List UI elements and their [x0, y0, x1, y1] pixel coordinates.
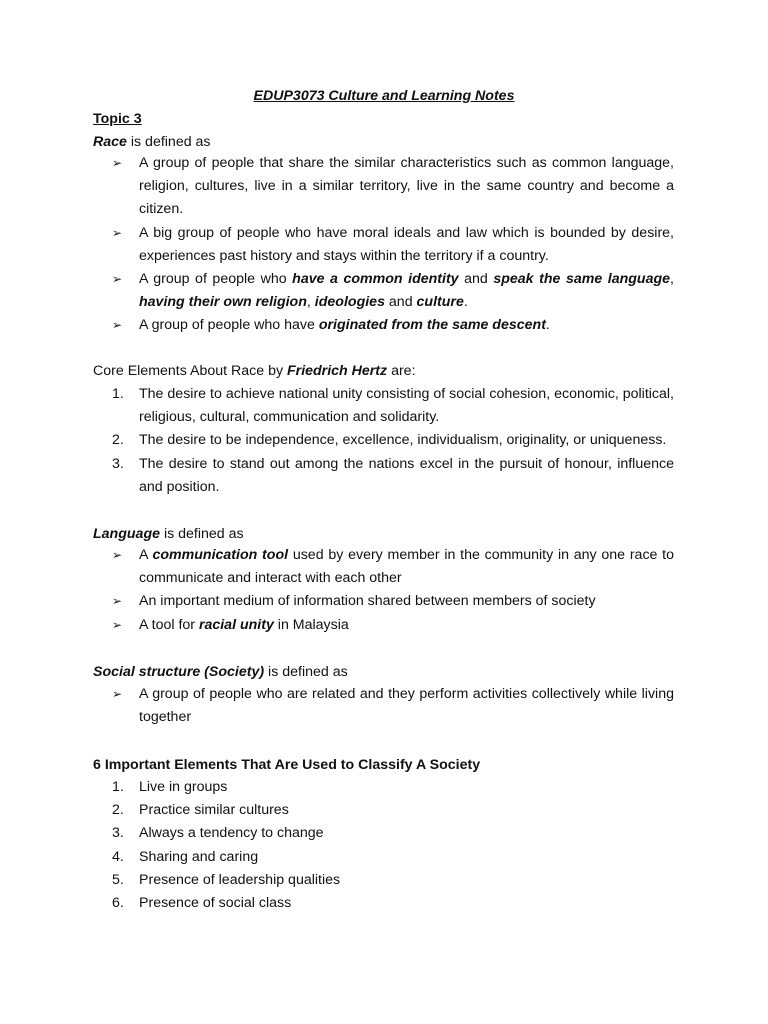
society-term: Social structure (Society): [93, 664, 265, 680]
bullet-arrow-icon: ➢: [112, 272, 123, 287]
race-bullet-list: [112, 152, 674, 338]
bullet-item: [112, 152, 674, 222]
item-text: Practice similar cultures: [139, 802, 289, 819]
language-term: Language: [93, 526, 161, 542]
bullet-arrow-icon: ➢: [112, 687, 123, 701]
topic-heading: Topic 3: [93, 111, 142, 127]
item-text: Presence of social class: [139, 895, 292, 912]
bullet-arrow-icon: ➢: [112, 225, 123, 240]
item-text: The desire to stand out among the nations excel in the pursuit of honour, influence and position.: [139, 455, 674, 495]
numbered-item: [112, 383, 674, 429]
bullet-item: [112, 590, 674, 613]
body-text: ,: [306, 294, 315, 311]
item-number: 3.: [112, 455, 124, 472]
body-text: and: [458, 271, 494, 288]
bullet-item: [112, 683, 674, 729]
document-title: EDUP3073 Culture and Learning Notes: [253, 88, 515, 104]
bullet-item: [112, 314, 674, 337]
body-text: A group of people who are related and they perform activities collectively while living together: [139, 686, 674, 726]
body-text: An important medium of information shared between members of society: [139, 593, 596, 610]
numbered-item: [112, 799, 674, 822]
elements-heading: 6 Important Elements That Are Used to Classify A Society: [93, 757, 481, 773]
core-intro-pre: Core Elements About Race by: [93, 363, 287, 379]
core-intro-person: Friedrich Hertz: [287, 363, 388, 379]
elements-list: [112, 776, 674, 915]
body-text: A: [139, 547, 153, 563]
race-term: Race: [93, 134, 127, 150]
society-intro: [93, 662, 348, 682]
bullet-item: [112, 222, 674, 268]
item-number: 6.: [112, 895, 124, 912]
race-intro-text: is defined as: [126, 134, 211, 150]
language-intro-text: is defined as: [160, 526, 244, 542]
bullet-arrow-icon: ➢: [112, 156, 123, 170]
core-elements-intro: [93, 361, 416, 381]
body-text: ,: [670, 271, 674, 288]
core-intro-post: are:: [387, 363, 416, 379]
bullet-item: [112, 544, 674, 590]
numbered-item: [112, 429, 674, 452]
society-bullet-list: [112, 683, 674, 729]
bullet-arrow-icon: ➢: [112, 318, 123, 333]
item-number: 1.: [112, 386, 124, 402]
numbered-item: [112, 892, 674, 915]
numbered-item: [112, 846, 674, 869]
item-number: 2.: [112, 802, 124, 819]
emphasis-text: ideologies: [314, 294, 385, 311]
item-text: Presence of leadership qualities: [139, 871, 341, 888]
body-text: A tool for: [139, 616, 199, 633]
society-intro-text: is defined as: [264, 664, 348, 680]
emphasis-text: having their own religion: [139, 294, 307, 311]
body-text: A group of people who have: [139, 317, 319, 334]
emphasis-text: communication tool: [152, 547, 289, 563]
body-text: A group of people that share the similar characteristics such as common language, religion, cultures, live in a similar territory, live in the same country and become a citizen.: [139, 155, 674, 218]
emphasis-text: have a common identity: [292, 271, 459, 288]
body-text: in Malaysia: [273, 616, 349, 633]
body-text: and: [384, 294, 417, 311]
item-text: Sharing and caring: [139, 848, 259, 865]
core-elements-list: [112, 383, 674, 499]
body-text: .: [545, 317, 550, 334]
numbered-item: [112, 776, 674, 799]
item-text: The desire to achieve national unity consisting of social cohesion, economic, political, religious, cultural, communication and solidarity.: [139, 386, 674, 426]
emphasis-text: originated from the same descent: [318, 317, 546, 334]
numbered-item: [112, 822, 674, 845]
item-number: 1.: [112, 779, 124, 795]
body-text: .: [463, 294, 468, 311]
body-text: A group of people who: [139, 271, 293, 288]
numbered-item: [112, 869, 674, 892]
bullet-item: [112, 614, 674, 637]
emphasis-text: speak the same language: [493, 271, 671, 288]
numbered-item: [112, 453, 674, 499]
item-text: Always a tendency to change: [139, 825, 324, 842]
bullet-arrow-icon: ➢: [112, 617, 123, 632]
race-intro: [93, 132, 211, 152]
item-text: Live in groups: [139, 779, 228, 795]
item-number: 4.: [112, 848, 124, 865]
bullet-arrow-icon: ➢: [112, 594, 123, 609]
item-text: The desire to be independence, excellence, individualism, originality, or uniqueness.: [139, 432, 667, 449]
language-bullet-list: [112, 544, 674, 637]
item-number: 5.: [112, 871, 124, 888]
body-text: used by every member in the community in any one race to communicate and interact with each other: [139, 547, 675, 587]
body-text: A big group of people who have moral ideals and law which is bounded by desire, experiences past history and stays within the territory if a country.: [139, 224, 674, 264]
item-number: 3.: [112, 825, 124, 842]
item-number: 2.: [112, 432, 124, 449]
emphasis-text: racial unity: [198, 616, 274, 633]
bullet-item: [112, 268, 674, 314]
bullet-arrow-icon: ➢: [112, 548, 123, 562]
emphasis-text: culture: [416, 294, 464, 311]
language-intro: [93, 524, 244, 544]
